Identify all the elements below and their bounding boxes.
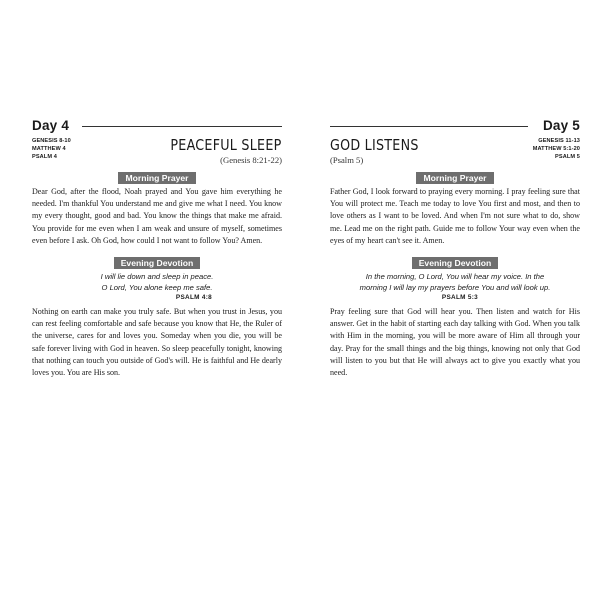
morning-prayer-label: Morning Prayer (416, 172, 493, 184)
reading-reference: PSALM 5 (555, 154, 580, 160)
reading-reference: MATTHEW 4 (32, 146, 66, 152)
devotion-subtitle: (Genesis 8:21-22) (220, 155, 282, 165)
day-header (32, 118, 282, 134)
verse-line: In the morning, O Lord, You will hear my voice. In the (365, 272, 545, 282)
right-page (330, 118, 580, 385)
morning-prayer-text: Father God, I look forward to praying every morning. I pray feeling sure that You will protect me. Teach me today to love You first and most, and then to love others as I want to be loved. And when I'm not sure what to do, show me. Lead me on the right path. Guide me to follow Your way even when the eyes of my heart can't see it. Amen. (330, 187, 580, 245)
evening-devotion-label: Evening Devotion (412, 257, 499, 269)
reading-reference: MATTHEW 5:1-20 (532, 146, 580, 152)
reading-reference: PSALM 4 (32, 154, 57, 160)
evening-banner (32, 253, 282, 269)
reading-reference: GENESIS 8-10 (32, 138, 71, 144)
morning-prayer-text: Dear God, after the flood, Noah prayed and You gave him everything he needed. I'm thankful You understand me and give me what I need. You know my every thought, good and bad. You know the things that make me afraid. You provide for me even when I am weak and unsure of myself, sometimes even before I ask. Oh God, how could I not want to follow You? Amen. (32, 187, 282, 245)
scripture-verse (32, 271, 282, 293)
devotion-title: PEACEFUL SLEEP (170, 136, 282, 154)
verse-line: O Lord, You alone keep me safe. (101, 283, 213, 293)
devotion-header (330, 134, 580, 182)
morning-prayer-label: Morning Prayer (118, 172, 195, 184)
evening-banner (330, 253, 580, 269)
verse-reference: PSALM 4:8 (175, 294, 212, 302)
evening-devotion-label: Evening Devotion (114, 257, 201, 269)
left-page (32, 118, 282, 385)
reading-references (32, 137, 71, 161)
header-rule (330, 126, 528, 127)
devotion-subtitle: (Psalm 5) (330, 155, 364, 165)
header-rule (82, 126, 282, 127)
day-label: Day 5 (542, 118, 580, 133)
devotion-header (32, 134, 282, 182)
devotion-title: GOD LISTENS (330, 136, 419, 154)
verse-line: morning I will lay my prayers before You and will look up. (359, 283, 551, 293)
verse-line: I will lie down and sleep in peace. (100, 272, 214, 282)
scripture-verse (330, 271, 580, 293)
day-header (330, 118, 580, 134)
evening-devotion-text: Nothing on earth can make you truly safe. But when you trust in Jesus, you can rest feeling comfortable and safe because you know that He, the Ruler of the universe, cares for and loves you. Someday when you die, you will be safe forever living with God in heaven. So sleep peacefully tonight, knowing that nothing can touch you outside of God's will. He is faithful and He dearly loves you. You are His son. (32, 307, 282, 378)
evening-devotion-text: Pray feeling sure that God will hear you. Then listen and watch for His answer. Get in the habit of starting each day talking with God. When you talk with Him in the morning, you will be more aware of Him all through your day. Pray for the small things and the big things, knowing not only that God will listen to you but that He will always act to give you exactly what you need. (330, 307, 580, 378)
day-label: Day 4 (32, 118, 70, 133)
reading-reference: GENESIS 11-13 (538, 138, 580, 144)
verse-reference: PSALM 5:3 (441, 294, 478, 302)
reading-references (533, 137, 580, 161)
